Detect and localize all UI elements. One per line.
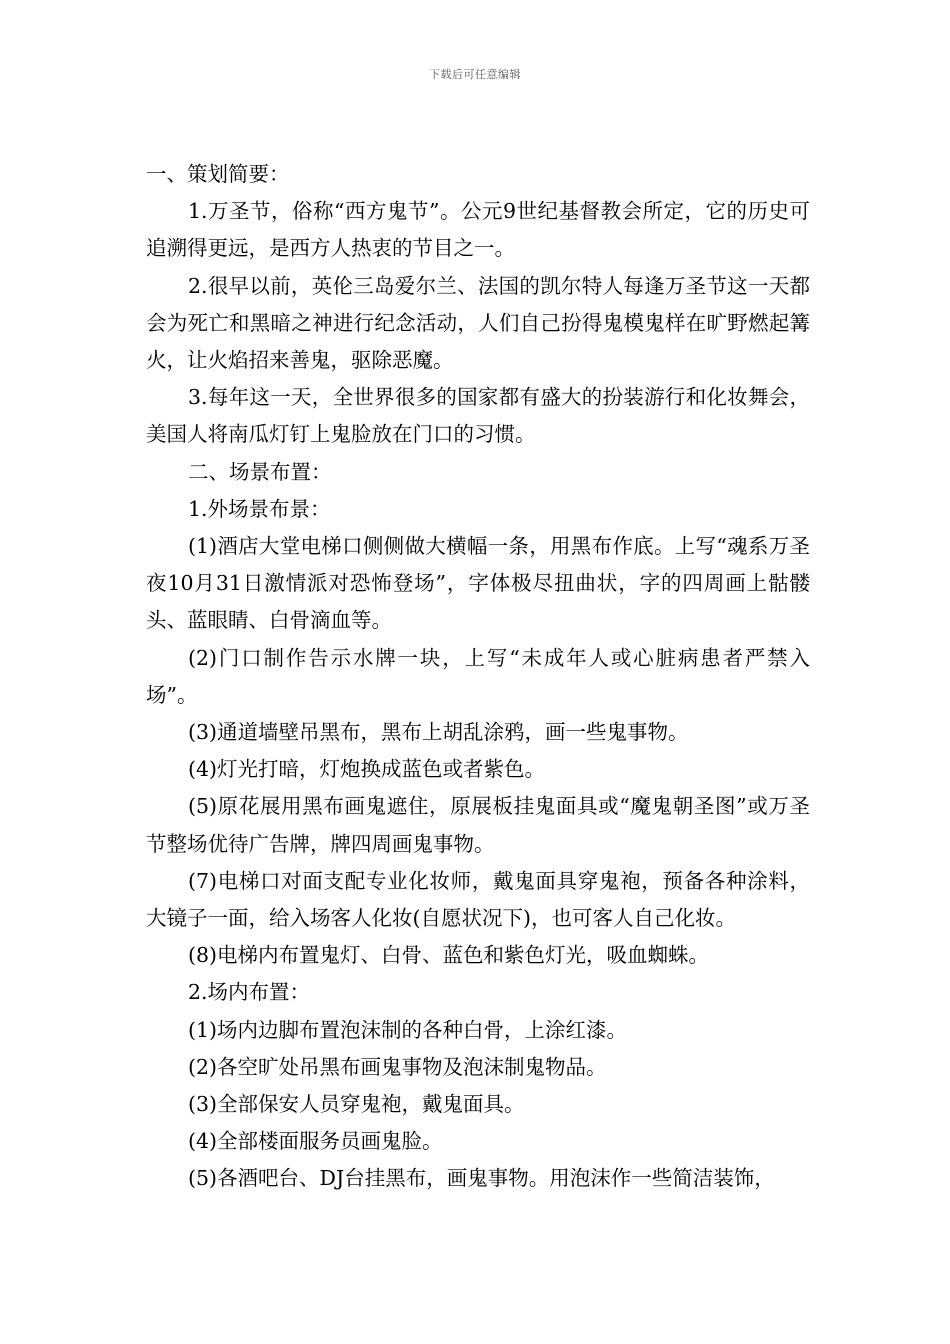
list-item-lobby-banner: (1)酒店大堂电梯口侧侧做大横幅一条，用黑布作底。上写“魂系万圣夜10月31日激情派对恐怖登场”，字体极尽扭曲状，字的四周画上骷髅头、蓝眼睛、白骨滴血等。 [146,534,810,633]
list-item-entrance-sign: (2)门口制作告示水牌一块，上写“未成年人或心脏病患者严禁入场”。 [146,645,810,707]
paragraph-celtic-tradition: 2.很早以前，英伦三岛爱尔兰、法国的凯尔特人每逢万圣节这一天都会为死亡和黑暗之神进行纪念活动，人们自己扮得鬼模鬼样在旷野燃起篝火，让火焰招来善鬼，驱除恶魔。 [146,273,810,373]
document-body [146,156,810,1198]
section-heading-scene-layout: 二、场景布置： [188,459,332,484]
list-item-corridor-walls: (3)通道墙壁吊黑布，黑布上胡乱涂鸦，画一些鬼事物。 [188,720,689,745]
list-item-hanging-cloth: (2)各空旷处吊黑布画鬼事物及泡沫制鬼物品。 [188,1054,607,1079]
list-item-elevator-decor: (8)电梯内布置鬼灯、白骨、蓝色和紫色灯光，吸血蜘蛛。 [188,943,710,968]
list-item-foam-bones: (1)场内边脚布置泡沫制的各种白骨，上涂红漆。 [188,1017,628,1042]
list-item-lighting: (4)灯光打暗，灯炮换成蓝色或者紫色。 [188,757,546,782]
list-item-makeup-artist: (7)电梯口对面支配专业化妆师，戴鬼面具穿鬼袍，预备各种涂料，大镜子一面，给入场客人化妆(自愿状况下)，也可客人自己化妆。 [146,868,810,931]
list-item-security-costume: (3)全部保安人员穿鬼袍，戴鬼面具。 [188,1092,525,1117]
list-item-bar-dj-decor: (5)各酒吧台、DJ台挂黑布，画鬼事物。用泡沫作一些简洁装饰， [188,1166,775,1191]
list-item-staff-makeup: (4)全部楼面服务员画鬼脸。 [188,1129,443,1154]
subheading-indoor-layout: 2.场内布置： [188,980,311,1005]
paragraph-halloween-origin: 1.万圣节，俗称“西方鬼节”。公元9世纪基督教会所定，它的历史可追溯得更远，是西方人热衷的节目之一。 [146,199,810,261]
page-header: 下载后可任意编辑 [429,68,521,81]
paragraph-worldwide-customs: 3.每年这一天，全世界很多的国家都有盛大的扮装游行和化妆舞会，美国人将南瓜灯钉上鬼脸放在门口的习惯。 [146,385,810,447]
subheading-outdoor-layout: 1.外场景布景： [188,496,331,521]
section-heading-planning-summary: 一、策划简要： [146,162,290,186]
list-item-flower-display: (5)原花展用黑布画鬼遮住，原展板挂鬼面具或“魔鬼朝圣图”或万圣节整场优待广告牌，牌四周画鬼事物。 [146,794,810,856]
